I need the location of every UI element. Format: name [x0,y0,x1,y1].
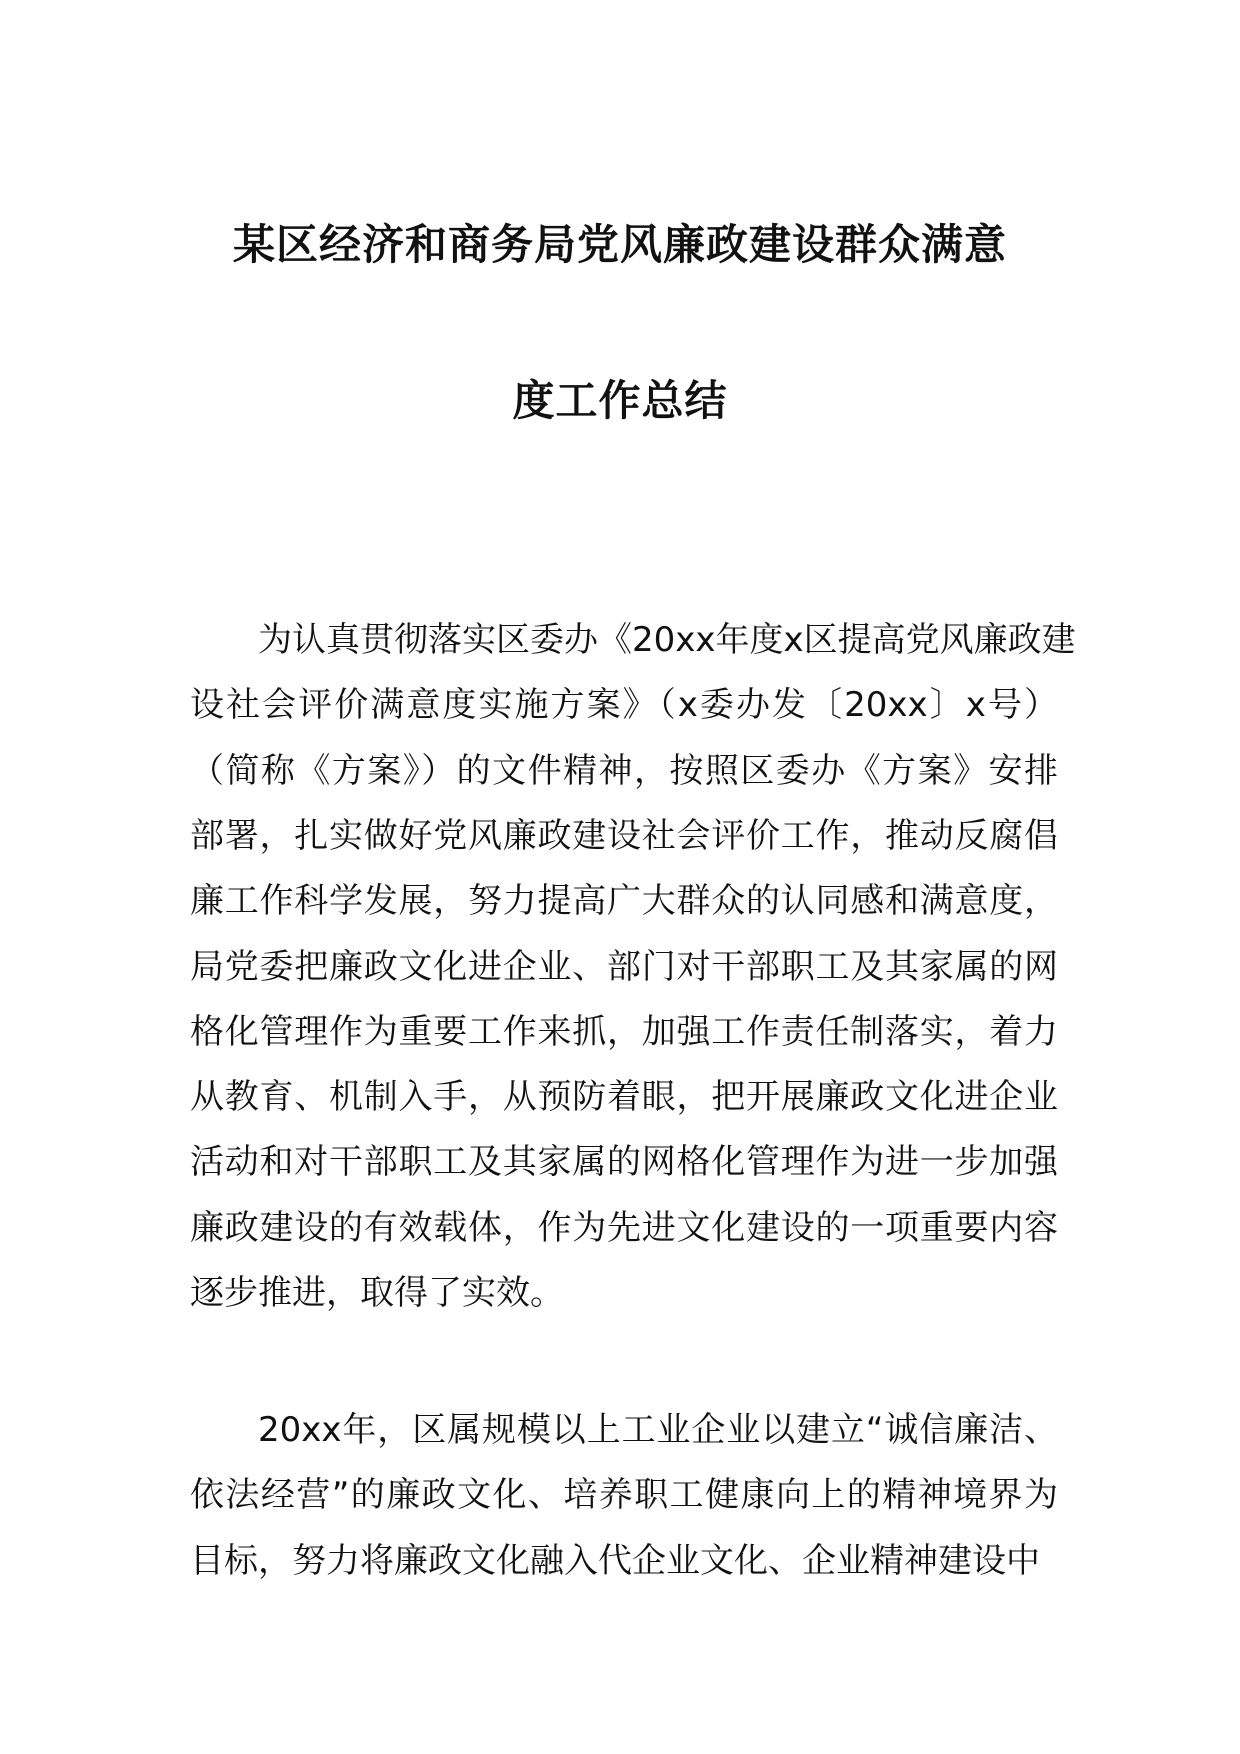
paragraph-2-line: 依法经营”的廉政文化、培养职工健康向上的精神境界为 [190,1475,1058,1516]
document-title-line-2: 度工作总结 [512,376,728,425]
paragraph-2-line: 20xx年，区属规模以上工业企业以建立“诚信廉洁、 [258,1410,1058,1450]
paragraph-1-line: 逐步推进，取得了实效。 [190,1273,564,1313]
paragraph-1-line: 廉政建设的有效载体，作为先进文化建设的一项重要内容 [190,1207,1058,1248]
paragraph-1-line: 局党委把廉政文化进企业、部门对干部职工及其家属的网 [190,946,1058,987]
paragraph-1-line: 设社会评价满意度实施方案》（x委办发〔20xx〕x号） [190,685,1058,726]
paragraph-1-line: 部署，扎实做好党风廉政建设社会评价工作，推动反腐倡 [190,815,1058,856]
paragraph-1-line: 廉工作科学发展，努力提高广大群众的认同感和满意度， [190,881,1058,922]
paragraph-1-line: 格化管理作为重要工作来抓，加强工作责任制落实，着力 [190,1011,1058,1052]
document-title-line-1: 某区经济和商务局党风廉政建设群众满意 [232,220,1007,269]
paragraph-1-line: （简称《方案》）的文件精神，按照区委办《方案》安排 [190,750,1058,791]
paragraph-1-line: 活动和对干部职工及其家属的网格化管理作为进一步加强 [190,1142,1058,1183]
paragraph-2-line: 目标，努力将廉政文化融入代企业文化、企业精神建设中 [190,1540,1040,1581]
paragraph-1-line: 从教育、机制入手，从预防着眼，把开展廉政文化进企业 [190,1077,1058,1118]
paragraph-1-line: 为认真贯彻落实区委办《20xx年度x区提高党风廉政建 [258,620,1076,660]
